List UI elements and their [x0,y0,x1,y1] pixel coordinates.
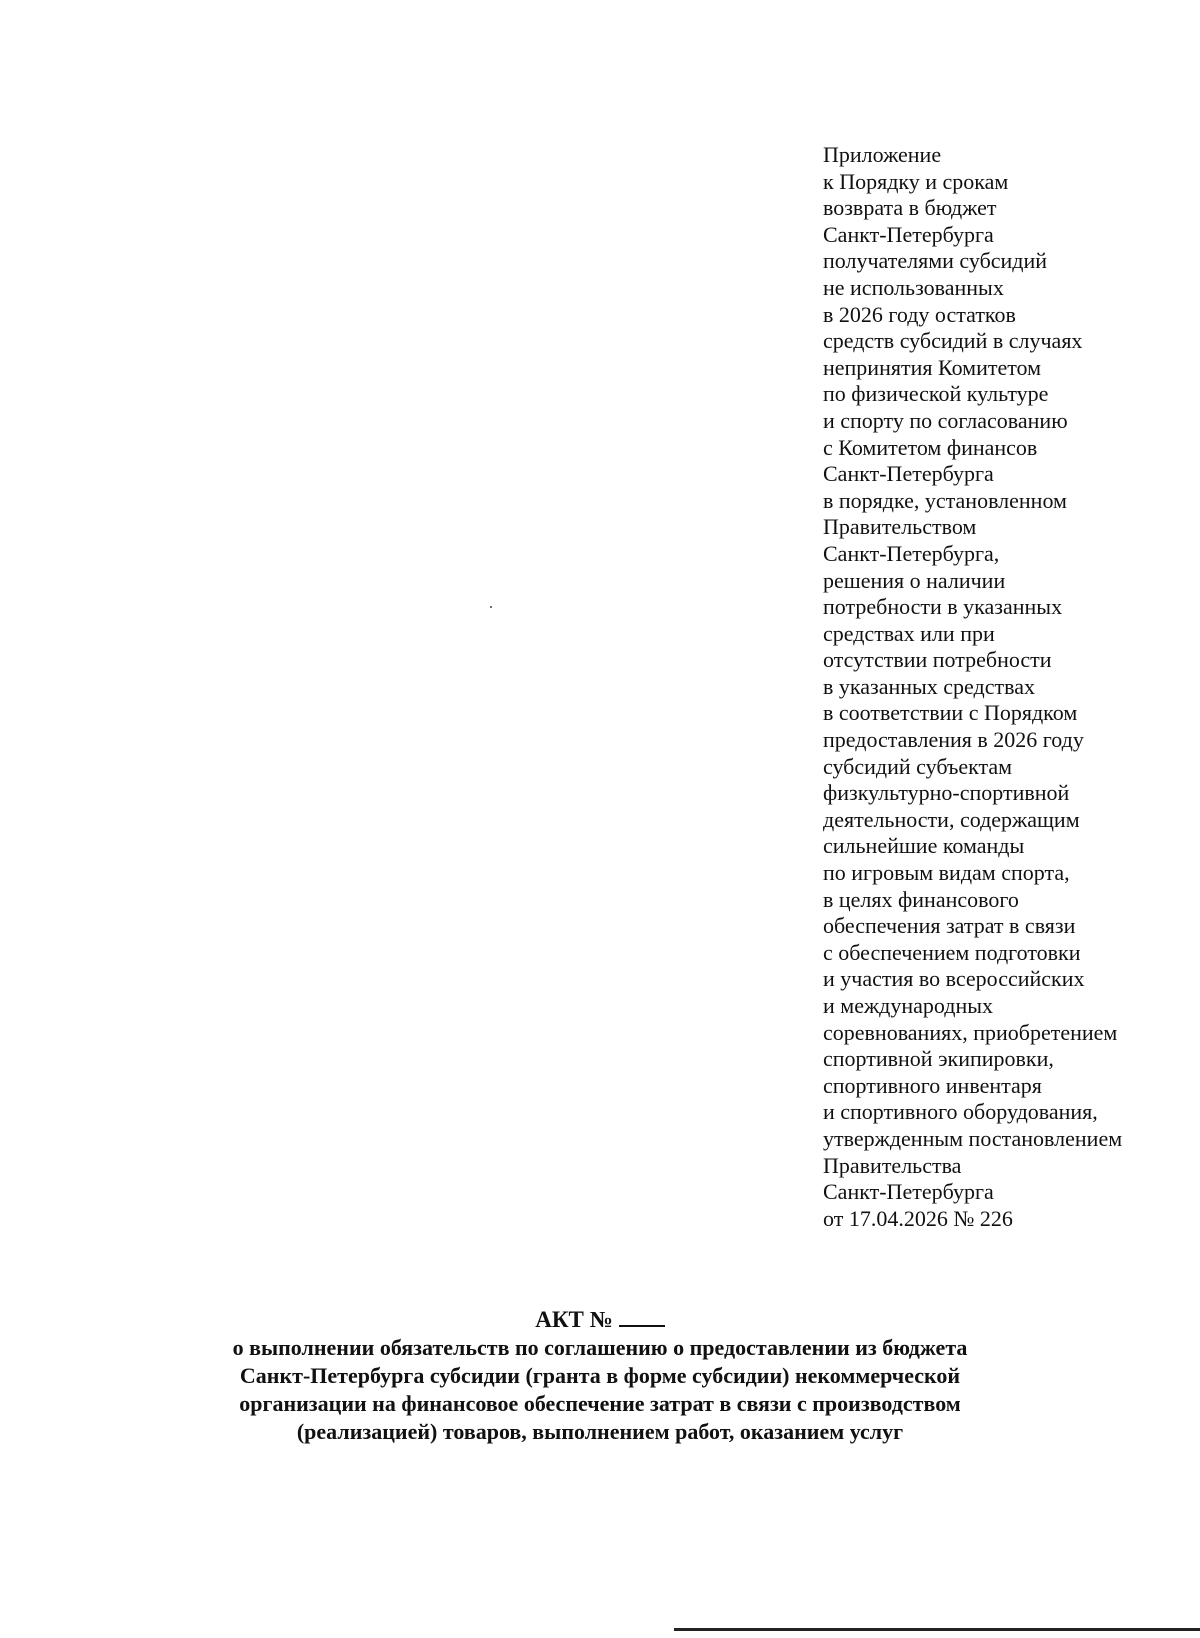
appendix-line: Правительства [823,1152,962,1178]
appendix-line: не использованных [823,274,1004,300]
act-subtitle-line: о выполнении обязательств по соглашению о предоставлении из бюджета [232,1335,968,1360]
appendix-line: предоставления в 2026 году [823,727,1084,753]
appendix-line: и участия во всероссийских [823,966,1085,992]
appendix-line: в указанных средствах [823,673,1035,699]
appendix-line: спортивного инвентаря [823,1072,1042,1098]
appendix-line: в целях финансового [823,886,1019,912]
appendix-line: получателями субсидий [823,248,1048,274]
appendix-line: Санкт-Петербурга [823,221,994,247]
appendix-line: Приложение [823,142,942,167]
appendix-line: обеспечения затрат в связи [823,913,1076,939]
appendix-line: деятельности, содержащим [823,806,1080,832]
appendix-block [823,142,1183,1232]
appendix-line: с обеспечением подготовки [823,939,1081,965]
appendix-line: Санкт-Петербурга, [823,540,1000,566]
appendix-line: Санкт-Петербурга [823,1179,994,1205]
appendix-line: потребности в указанных [823,594,1063,620]
appendix-line: соревнованиях, приобретением [823,1019,1118,1045]
act-title-text: АКТ № [535,1307,613,1332]
appendix-line: субсидий субъектам [823,753,1013,779]
appendix-line: по игровым видам спорта, [823,860,1070,886]
appendix-line: утвержденным постановлением [823,1125,1123,1151]
appendix-line: возврата в бюджет [823,195,997,221]
appendix-line: в порядке, установленном [823,487,1067,513]
appendix-line: отсутствии потребности [823,647,1052,673]
appendix-line: Правительством [823,514,977,540]
appendix-line: Санкт-Петербурга [823,461,994,487]
appendix-line: в соответствии с Порядком [823,700,1078,726]
scan-speck [490,606,492,608]
appendix-line: и спорту по согласованию [823,407,1068,433]
act-subtitle-line: Санкт-Петербурга субсидии (гранта в форме субсидии) некоммерческой [239,1363,961,1388]
act-subtitle [150,1334,1050,1446]
appendix-line: по физической культуре [823,381,1049,407]
act-subtitle-line: организации на финансовое обеспечение затрат в связи с производством [239,1391,961,1416]
appendix-line: средствах или при [823,620,995,646]
act-title [0,1306,1200,1334]
appendix-line: и спортивного оборудования, [823,1099,1098,1125]
appendix-line: от 17.04.2026 № 226 [823,1205,1013,1231]
appendix-line: решения о наличии [823,567,1006,593]
act-number-blank [619,1307,665,1327]
appendix-line: физкультурно-спортивной [823,780,1070,806]
appendix-line: и международных [823,993,994,1018]
appendix-line: непринятия Комитетом [823,354,1042,380]
appendix-line: с Комитетом финансов [823,434,1038,460]
appendix-line: средств субсидий в случаях [823,328,1083,354]
appendix-line: к Порядку и срокам [823,168,1009,194]
act-subtitle-line: (реализацией) товаров, выполнением работ, оказанием услуг [296,1419,904,1444]
appendix-line: спортивной экипировки, [823,1046,1054,1072]
bottom-rule [674,1628,1200,1631]
appendix-line: в 2026 году остатков [823,301,1016,327]
appendix-line: сильнейшие команды [823,833,1025,859]
